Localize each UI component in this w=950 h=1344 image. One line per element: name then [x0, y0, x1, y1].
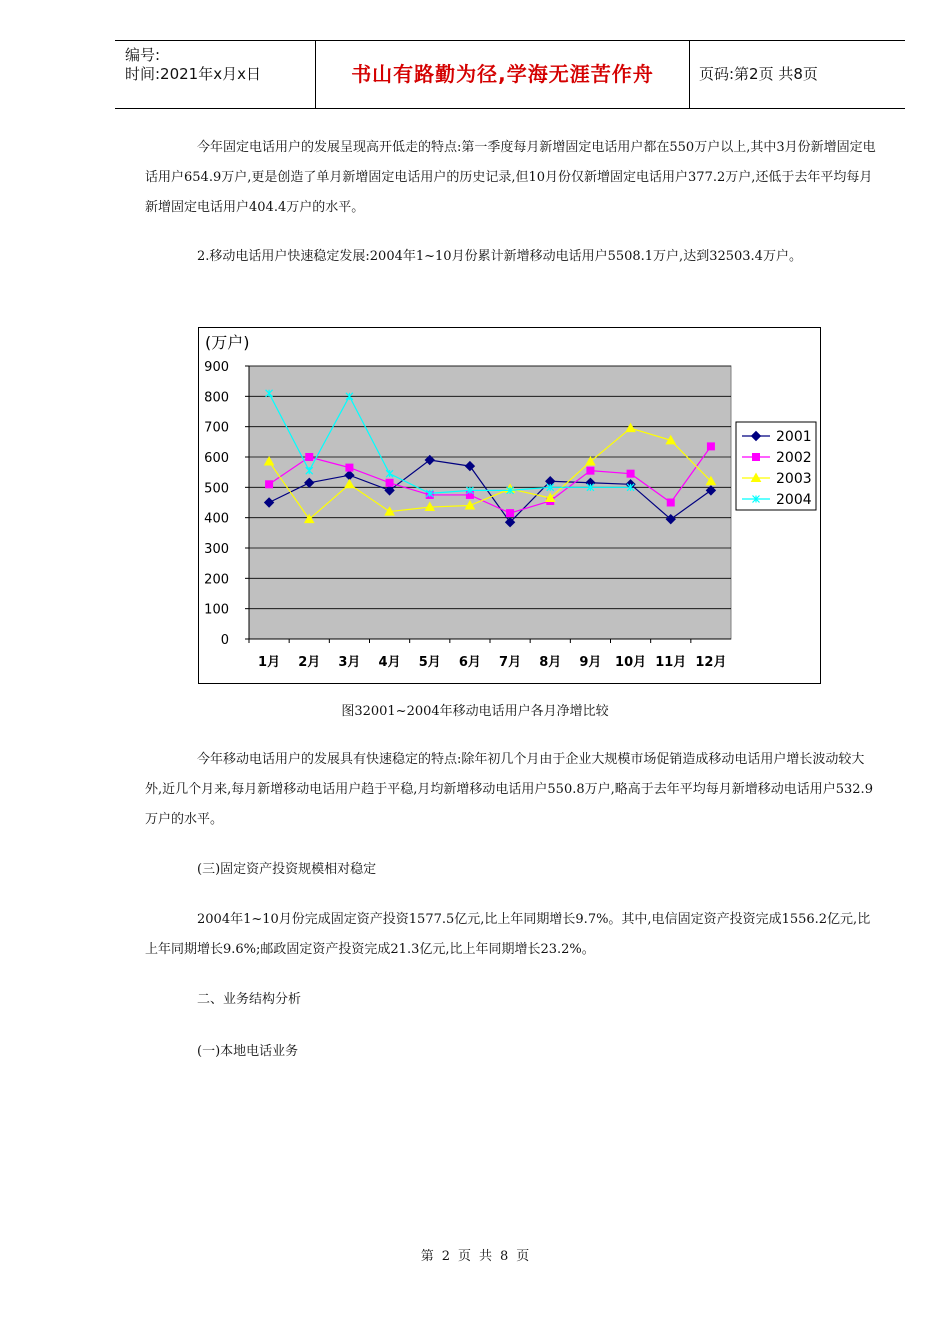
legend-label: 2002 [776, 450, 812, 466]
y-axis-label: (万户) [205, 333, 250, 352]
footer-total-prefix: 共 [479, 1249, 493, 1264]
header-meta-cell [115, 41, 316, 108]
x-tick-label: 6月 [458, 655, 481, 670]
mobile-users-chart [198, 327, 821, 684]
time-label: 时间:2021年x月x日 [125, 65, 261, 83]
y-tick-label: 200 [204, 572, 229, 588]
page-header [115, 40, 905, 109]
footer-total-pages: 8 [500, 1249, 509, 1264]
x-tick-label: 10月 [615, 655, 647, 670]
legend-label: 2004 [776, 492, 812, 508]
serial-label: 编号: [125, 46, 161, 64]
x-tick-label: 2月 [298, 655, 321, 670]
footer-page-word: 页 [457, 1249, 471, 1264]
chart-svg [199, 328, 820, 683]
y-tick-label: 600 [204, 451, 229, 466]
x-tick-label: 5月 [418, 655, 441, 670]
y-tick-label: 0 [220, 633, 229, 648]
paragraph-mobile-users: 2.移动电话用户快速稳定发展:2004年1~10月份累计新增移动电话用户5508.1万户,达到32503.4万户。 [197, 249, 802, 264]
paragraph-fixed-assets: 2004年1~10月份完成固定资产投资1577.5亿元,比上年同期增长9.7%。其中,电信固定资产投资完成1556.2亿元,比上年同期增长9.6%;邮政固定资产投资完成21.3亿元,比上年同期增长23.2%。 [145, 912, 871, 957]
x-tick-label: 4月 [378, 655, 401, 670]
footer-page-number: 2 [441, 1249, 450, 1264]
x-tick-label: 1月 [258, 655, 281, 670]
y-tick-label: 800 [204, 390, 229, 406]
footer-prefix: 第 [420, 1249, 434, 1264]
data-point-2002 [667, 499, 674, 506]
footer-total-word: 页 [516, 1249, 530, 1264]
y-tick-label: 400 [204, 511, 229, 527]
data-point-2002 [306, 454, 313, 461]
legend-marker [753, 454, 760, 461]
x-tick-label: 12月 [695, 655, 727, 670]
paragraph-mobile-analysis: 今年移动电话用户的发展具有快速稳定的特点:除年初几个月由于企业大规模市场促销造成移动电话用户增长波动较大外,近几个月来,每月新增移动电话用户趋于平稳,月均新增移动电话用户550.8万户,略高于去年平均每月新增移动电话用户532.9万户的水平。 [145, 752, 873, 827]
page-info: 页码:第2页 共8页 [699, 65, 818, 83]
x-tick-label: 7月 [499, 655, 522, 670]
data-point-2002 [346, 464, 353, 471]
heading-business-structure: 二、业务结构分析 [197, 992, 302, 1007]
x-tick-label: 3月 [338, 655, 361, 670]
y-tick-label: 500 [204, 481, 229, 497]
x-tick-label: 9月 [579, 655, 602, 670]
paragraph-fixed-line-users: 今年固定电话用户的发展呈现高开低走的特点:第一季度每月新增固定电话用户都在550万户以上,其中3月份新增固定电话用户654.9万户,更是创造了单月新增固定电话用户的历史记录,但10月份仅新增固定电话用户377.2万户,还低于去年平均每月新增固定电话用户404.4万户的水平。 [145, 140, 876, 215]
data-point-2002 [507, 510, 514, 517]
x-tick-label: 8月 [539, 655, 562, 670]
data-point-2002 [266, 481, 273, 488]
data-point-2002 [587, 467, 594, 474]
data-point-2002 [707, 443, 714, 450]
heading-local-phone: (一)本地电话业务 [197, 1044, 299, 1059]
y-tick-label: 900 [204, 360, 229, 375]
motto-text: 书山有路勤为径,学海无涯苦作舟 [316, 41, 690, 108]
y-tick-label: 100 [204, 602, 229, 618]
plot-area [249, 366, 731, 639]
y-tick-label: 700 [204, 420, 229, 436]
page-footer [0, 1245, 950, 1264]
data-point-2002 [386, 479, 393, 486]
chart-caption: 图32001~2004年移动电话用户各月净增比较 [341, 704, 609, 719]
legend-label: 2001 [776, 429, 812, 445]
y-tick-label: 300 [204, 542, 229, 557]
legend-label: 2003 [776, 471, 812, 487]
data-point-2002 [627, 470, 634, 477]
x-tick-label: 11月 [655, 655, 687, 670]
heading-fixed-assets: (三)固定资产投资规模相对稳定 [197, 862, 377, 877]
